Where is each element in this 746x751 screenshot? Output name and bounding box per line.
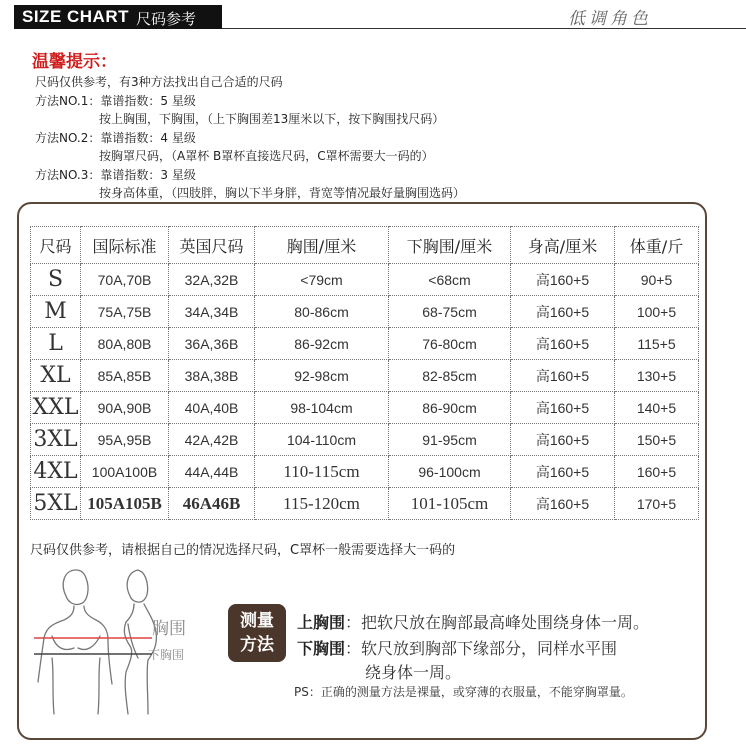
tips-line: 按上胸围，下胸围，（上下胸围差13厘米以下，按下胸围找尺码）: [99, 112, 445, 126]
size-table: [30, 226, 699, 520]
cell-height: 高160+5: [511, 392, 615, 424]
cell-height: 高160+5: [511, 456, 615, 488]
badge-line-1: 测量: [240, 611, 274, 631]
header-weight: 体重/斤: [615, 227, 699, 264]
cell-bust: 80-86cm: [255, 296, 389, 328]
cell-size: L: [31, 328, 81, 360]
cell-intl: 80A,80B: [81, 328, 169, 360]
table-row: [31, 328, 699, 360]
cell-size: XL: [31, 360, 81, 392]
table-row: [31, 296, 699, 328]
cell-bust: 86-92cm: [255, 328, 389, 360]
cell-underbust: 101-105cm: [389, 488, 511, 520]
method-lower-cont: 绕身体一周。: [365, 663, 462, 682]
cell-size: XXL: [31, 392, 81, 424]
figure-label-underbust: 下胸围: [148, 648, 185, 662]
cell-underbust: <68cm: [389, 264, 511, 296]
cell-intl: 105A105B: [81, 488, 169, 520]
cell-underbust: 91-95cm: [389, 424, 511, 456]
table-row: [31, 456, 699, 488]
header-intl: 国际标准: [81, 227, 169, 264]
cell-underbust: 82-85cm: [389, 360, 511, 392]
cell-height: 高160+5: [511, 424, 615, 456]
cell-uk: 40A,40B: [169, 392, 255, 424]
method-lower-desc: ：软尺放到胸部下缘部分，同样水平围: [345, 639, 618, 658]
header-divider: [222, 28, 746, 29]
cell-weight: 150+5: [615, 424, 699, 456]
cell-intl: 100A100B: [81, 456, 169, 488]
cell-weight: 140+5: [615, 392, 699, 424]
cell-height: 高160+5: [511, 488, 615, 520]
header-title-cn: 尺码参考: [136, 10, 197, 28]
cell-intl: 75A,75B: [81, 296, 169, 328]
tips-line: 按胸罩尺码，（A罩杯 B罩杯直接选尺码，C罩杯需要大一码的）: [99, 149, 434, 163]
tips-line: 方法NO.1：靠谱指数：5 星级: [35, 93, 196, 108]
method-lower: [297, 636, 617, 659]
cell-uk: 44A,44B: [169, 456, 255, 488]
tips-line: 尺码仅供参考，有3种方法找出自己合适的尺码: [35, 75, 283, 89]
figure-label-bust: 胸围: [152, 619, 186, 639]
table-row: [31, 424, 699, 456]
cell-uk: 34A,34B: [169, 296, 255, 328]
cell-uk: 42A,42B: [169, 424, 255, 456]
cell-height: 高160+5: [511, 328, 615, 360]
tips-block: [35, 73, 465, 203]
cell-underbust: 76-80cm: [389, 328, 511, 360]
cell-size: 5XL: [31, 488, 81, 520]
header-bar: [0, 0, 746, 34]
header-height: 身高/厘米: [511, 227, 615, 264]
badge-line-2: 方法: [240, 635, 274, 655]
cell-size: 4XL: [31, 456, 81, 488]
method-upper: [297, 610, 649, 633]
cell-size: S: [31, 264, 81, 296]
cell-underbust: 96-100cm: [389, 456, 511, 488]
cell-weight: 170+5: [615, 488, 699, 520]
table-row: [31, 264, 699, 296]
header-bust: 胸围/厘米: [255, 227, 389, 264]
method-lower-term: 下胸围: [297, 639, 346, 658]
cell-bust: 104-110cm: [255, 424, 389, 456]
cell-height: 高160+5: [511, 296, 615, 328]
tips-line: 方法NO.3：靠谱指数：3 星级: [35, 167, 196, 182]
method-upper-desc: ：把软尺放在胸部最高峰处围绕身体一周。: [345, 613, 650, 632]
measure-method-badge: [228, 604, 286, 662]
cell-uk: 46A46B: [169, 488, 255, 520]
cell-intl: 95A,95B: [81, 424, 169, 456]
measure-ps-note: PS：正确的测量方法是裸量，或穿薄的衣服量，不能穿胸罩量。: [294, 685, 633, 699]
cell-bust: 110-115cm: [255, 456, 389, 488]
cell-weight: 100+5: [615, 296, 699, 328]
cell-weight: 130+5: [615, 360, 699, 392]
cell-bust: 92-98cm: [255, 360, 389, 392]
header-uk: 英国尺码: [169, 227, 255, 264]
cell-intl: 90A,90B: [81, 392, 169, 424]
cell-underbust: 68-75cm: [389, 296, 511, 328]
tips-line: 方法NO.2：靠谱指数：4 星级: [35, 130, 196, 145]
cell-size: M: [31, 296, 81, 328]
cell-size: 3XL: [31, 424, 81, 456]
tips-line: 按身高体重，（四肢胖，胸以下半身胖，背宽等情况最好量胸围选码）: [99, 186, 466, 200]
cell-bust: 98-104cm: [255, 392, 389, 424]
measurement-figure-illustration: [30, 562, 200, 722]
cell-weight: 115+5: [615, 328, 699, 360]
header-title-en: SIZE CHART: [22, 7, 129, 26]
method-upper-term: 上胸围: [297, 613, 346, 632]
tips-title: 温馨提示：: [32, 52, 117, 72]
table-row: [31, 392, 699, 424]
cell-bust: 115-120cm: [255, 488, 389, 520]
header-size: 尺码: [31, 227, 81, 264]
cell-intl: 85A,85B: [81, 360, 169, 392]
cell-uk: 38A,38B: [169, 360, 255, 392]
table-row: [31, 488, 699, 520]
cell-intl: 70A,70B: [81, 264, 169, 296]
cell-weight: 90+5: [615, 264, 699, 296]
table-row: [31, 360, 699, 392]
cell-height: 高160+5: [511, 360, 615, 392]
brand-logo-text: 低调角色: [568, 9, 652, 29]
table-header-row: [31, 227, 699, 264]
cell-underbust: 86-90cm: [389, 392, 511, 424]
cell-bust: <79cm: [255, 264, 389, 296]
header-underbust: 下胸围/厘米: [389, 227, 511, 264]
cell-uk: 36A,36B: [169, 328, 255, 360]
cell-height: 高160+5: [511, 264, 615, 296]
size-note: 尺码仅供参考，请根据自己的情况选择尺码，C罩杯一般需要选择大一码的: [30, 543, 456, 558]
cell-uk: 32A,32B: [169, 264, 255, 296]
cell-weight: 160+5: [615, 456, 699, 488]
